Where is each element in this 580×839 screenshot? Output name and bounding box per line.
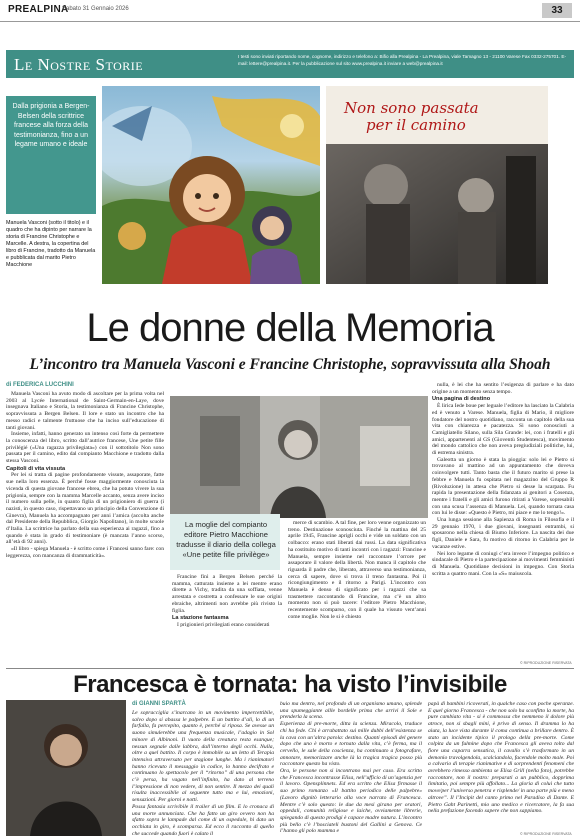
article-byline: di FEDERICA LUCCHINI xyxy=(6,382,74,388)
paragraph: È lirica Iede boue per leguale l’editore ha lasciato la Calabria ed è venuto a Varese. Manuela, figlia di Mario, il migliore fondatore del nostro quotidiano, racconta un capitolo della sua vita con chiarezza e pacatezza. Si sono conosciuti a Camigliatello Silano, sulla Sila Grande: lei, con i fratelli e gli amici, appartenenti al GS (Gioventù Studentesca), movimento del mondo cattolico che non aveva pregiudiziali politiche, lui, di estrema sinistra. xyxy=(432,403,574,457)
paragraph: nulla, è lei che ha sentito l’esigenza di parlare e ha dato origine a un momento senza tempo. xyxy=(432,382,574,395)
paragraph: Nei loro legame di coniugi c’era invece l’impegno politico e sindacale di Pietro e la partecipazione ai movimenti femministi di Manuela. Quotidiane decisioni in impegno. Con Storia scritta a quattro mani. Con la «S» maiuscola. xyxy=(432,550,574,577)
subheading: La stazione fantasma xyxy=(172,615,229,622)
article-column-3 xyxy=(288,520,426,621)
paragraph: papà di bambini ricoverati, in qualche caso con poche speranze. E quel giorno Francesca - che non solo ha sconfitto la morte, ha pure cambiato vita - si è commossa che nemmeno il dolore più atroce, non si sbagli mini, è privo di senso. Il dramma lo ha aiuta, la luce vista durante il coma continua a brillare dentro. È stato un incidente tipico il prologo della pre-morte. Come colpita da un fulmine dopo che Francesca gli aveva tolto dal fiore una caparra sensatica, il cavallo s’è trasformato in un demonio travolgendola, scalciandola, facendole molto male. Poi a calvario di terapie rianimative e di sorprendenti fenomeni che avrebbero rimesso ambienta se Elisa Grill (nella foto), potrebbe raccontare, non il nostro: preparati a un pubblico, dopprima limitatio, poi sempre più affollato... La gloria di colui che tutto move/per l’universo penetra e risplende/ in una parte più e meno altrove”. Il l’Incipit del canto primo nel Paradiso di Dante. E Pietro Gaht Parinetti, mio uno medico e ricercatore, la fa sua nella prefazione facendo sapere che non sappiamo. xyxy=(428,701,574,815)
paragraph: Ora, le persone non si incontrano mai per caso. Era scritto che Francesca incontrasse Elisa, nell’ufficio di un’agenzia per il lavoro. Opensplinnets. Ed era scritto che Elisa firmasse il suo primo romanzo «Il battito periodico delle palpebre» (Lavoro dignitò letterario alla voce narrato di Francesca. Mentre c’è solo questo: le due da mesi girano per oratori, oppedali, comunità religiose e laiche, ovviamente librerie, spiegando di questo prodigi è capace madre natura. L’incontro più bello c’è l’hosciateli bustoni del Gallini a Genova. Ce l’hanno gli polo mamma e xyxy=(280,768,422,835)
pull-quote-text: La moglie del compianto editore Pietro Macchione tradusse il diario della collega «Une petite fille privilège» xyxy=(176,520,276,559)
paragraph: Le sopracciglia s’inarcano in un movimento impercettibile, salvo dopo si abassa le palpebre. E un battito d’ali, lo di un farfalla, fa percepito, quanto è, perché si riposa. Se avesse un suono simulerebbe una frequenza musicale, l’adagio in Sol minore di Albinoni. Il vuoto della creatura resta esanque; nessun segnale dalle labbra, dall’interno degli occhi. Nulla, oltre a quel battito. Il corpo è immobile su un letto di Terapia intensiva attraversato per stagione lunghe. Ma i rianimatori hanno ricevuto il messaggio in codice, lo hanno decifrato e continuano lo spettacolo per il “ritorno” di una persona che c’è persa, ha vagato nell’infinito, ha dato al terreno l’impressione di non vedere, di non sentire. Il mezzo dei quali risulta inaccessibile al seguente tutto ma e lui, emozioni, sensazioni. Per giorni e notti. xyxy=(132,710,274,804)
article2-column-1 xyxy=(132,710,274,837)
painting-illustration xyxy=(102,86,320,284)
article-column-4 xyxy=(432,382,574,577)
article-subhead: L’incontro tra Manuela Vasconi e Francine Christophe, sopravvissuta alla Shoah xyxy=(29,356,551,373)
paragraph: Per lei si tratta di pagine profondamente vissute, assaporate, fatte sue nella loro essenza. È perché fosse maggiormente conosciuta la vicenda di questa giovane francese ebrea, che ha potuto vivere la sua prigionia, sempre con la mamma Marcelle accanto, senza avere inciso il numero sulla pelle, in quanto figlia di un prigioniero di guerra (i nazisti, in questo caso, rispettavano un principio della Convenzione di Ginevra), Manuela ha accompagnato per anni l’amica (accolta anche dal Presidente della Repubblica, Giorgio Napolitano), in molte scuole d’Italia. La scrittrice ha parlato della sua esperienza ai ragazzi, fino a quando è stata in grado di testimoniare (è mancata l’anno scorso, all’età di 92 anni). xyxy=(6,472,164,546)
paragraph: I prigionieri privilegiati erano considerati xyxy=(177,621,270,628)
article-divider xyxy=(6,668,574,669)
subheading: Capitoli di vita vissuta xyxy=(6,465,66,472)
article-headline: Le donne della Memoria xyxy=(86,306,494,350)
paragraph: buio ma dentro, nel profondo di un organismo umano, splende una spumeggiante allle bordelle prima che arrivi il Sole e prenderla la scena. xyxy=(280,701,422,721)
newspaper-logo: PREALPINA xyxy=(8,4,69,15)
photo-caption: Manuela Vasconi (sotto il titolo) e il quadro che ha dipinto per narrare la storia di Francine Christophe e Marcelle. A destra, la copertina del libro di Francine, tradotto da Manuela e pubblicata dal marito Pietro Macchione xyxy=(6,220,96,268)
paragraph: Una lunga sessione alla Sapienza di Roma in Filosofia e il 29 gennaio 1970, i due giovani, insegnanti entrambi, si sposarono nella chiesa di Biumo Inferiore. La nascita dei due figli, Daniele e Sara, fu motivo di ritorno in Calabria per le vacanze estive. xyxy=(432,517,574,550)
painting-image xyxy=(102,86,320,284)
paragraph: Possa fantasia scrivibile il trailer di un film. E lo cronaca di una morte annunciata. Che ha fatto un giro ovvero non ha sfatto sopra le lampade dal come di un ospedale, hi dato un occhiata in giro, è scomparsa. Ed ecco il racconto di quello che succede quando fuori è calato il xyxy=(132,803,274,837)
section-contact-info: I testi sono inviati riportando nome, cognome, indirizzo e telefono a: Bifio alla Prealpina - La Prealpina, viale Tamagno 13 - 21100 Varese Fax 0332-275701. E-mail: lettere@prealpina.it. Per la pubblicazione sul sito www.prealpina.it inviare a web@prealpina.it xyxy=(238,54,567,66)
paragraph: Insieme, infatti, hanno generato un intenso così forte da permettere la conoscenza del libro, scritto dall’autrice francese, Une petite fille privilégié («Una ragazza privilegiata») con il sottotitolo Non sono passata per il camino, edito dal compianto Macchione e tradotto dalla stessa Vasconi. xyxy=(6,431,164,465)
page-masthead xyxy=(0,0,580,22)
article2-headline: Francesca è tornata: ha visto l’invisibile xyxy=(73,671,507,698)
issue-date: Sabato 31 Gennaio 2026 xyxy=(62,6,129,12)
copyright-notice: © RIPRODUZIONE RISERVATA xyxy=(520,661,572,665)
article2-column-2 xyxy=(280,701,422,835)
photo-subject xyxy=(6,700,126,836)
page-number: 33 xyxy=(542,3,572,18)
article-column-1 xyxy=(6,391,164,560)
article2-photo xyxy=(6,700,126,836)
book-cover-image xyxy=(326,86,548,284)
copyright-notice-2: © RIPRODUZIONE RISERVATA xyxy=(520,832,572,836)
section-title: Le Nostre Storie xyxy=(14,55,144,74)
subheading: Una pagina di destino xyxy=(432,396,491,403)
paragraph: merce di scambio. A tal fine, per loro venne organizzato un treno. Destinazione sconosciuta. Finché la mattina del 25 aprile 1945, Francine aprigli occhi e vide un soldato con un colbacco: erano stati liberati dai russi. La data significativa ha costituito motivo di tanti incontri con i ragazzi: Francine e Manuela, sempre insieme nel raccontare l’orrore per assaporare il valore della libertà. Non manca il capitolo che riguarda il padre che, liberato, attraverso una testimonianza, cerca di sapere, dove si trova il treno fantasma. Poi il ricongiungimento e il ritorno a Parigi. L’incontro con Manuela è denso di significato per i ragazzi che sa trasmettere raccontando di Francine, ma c’è un altro momento non si può tacere: l’editore Pietro Macchione, recentemente scomparso, con il quale ha vissuto vent’anni come moglie. Non le si è chiesto xyxy=(288,520,426,620)
pull-quote xyxy=(170,514,280,570)
paragraph: «Il libro - spiega Manuela - è scritto come i Francesi sanno fare: con leggerezza, con mancanza di drammaticità». xyxy=(6,546,164,559)
article2-column-3 xyxy=(428,701,574,815)
photo-scene xyxy=(170,396,428,518)
portrait-photo xyxy=(170,396,428,518)
intro-box xyxy=(6,96,96,214)
section-bar xyxy=(6,50,574,78)
paragraph: Manuela Vasconi ha avuto modo di ascoltare per la prima volta nel 2003 al Lycée International de Saint-Germain-en-Laye, dove insegnava Italiano e Storia, la testimonianza di Francine Christophe, sopravvissuta a Bergen Belsen. Il lore e stato un incontro che ha messo radici e talmente fruttuose che ha inciso sull’educazione di tanti giovani. xyxy=(6,391,164,431)
intro-text: Dalla prigionia a Bergen-Belsen della scrittrice francese alla forza della testimonianza, fino a un legame umano e ideale xyxy=(12,103,90,149)
paragraph: Galeotta un giorno è stata la pioggia: solo lei e Pietro si trovavano al mattino ad un appuntamento che doveva coinvolgere tutti. Tanto basta che il futuro marito si prese la febbre e Manuela fu ospitata nel magazzino del Gruppo R (Rivoluzione) in attesa che Pietro si desse la scarpata. Fu rapida la presentazione della fidanzata ai genitori a Cosenza, mentre i fratelli e gli amici furono ritirati a Varese, sopresabili con una scusa l’assenza di Manuela. Lei, quando tornata casa con lui le disse: «Questo è Pietro, mi piace e me lo tengo!». xyxy=(432,456,574,517)
article-column-2 xyxy=(172,574,282,629)
paragraph: Esperienza di pre-morte, ditta la scienza. Miracolo, traduce chi ha fede. Chi è arrabattato sui mille dubbi dell’esistenza se la cava con un’altra parola: destino. Quanti episodi del genere dopo che uno è morto e tornato dalla vita, c’è ferma, ma il cervello, le sale della coscienza, ha continuato a fotografare, annotare, memorizzare anche là la tragica tragica posso più raccontare questo ha visto. xyxy=(280,721,422,768)
book-title: Non sono passata per il camino xyxy=(344,99,479,134)
article2-byline: di GIANNI SPARTÀ xyxy=(132,701,186,707)
paragraph: Francine finì a Bergen Belsen perché la mamma, catturata insieme a lei mentre erano dirette a Vichy, tradita da una soffiata, venne arrestata e costretta a confessare le sue origini ebraiche, altrimenti non avrebbe più rivisto la figlia. xyxy=(172,574,282,614)
